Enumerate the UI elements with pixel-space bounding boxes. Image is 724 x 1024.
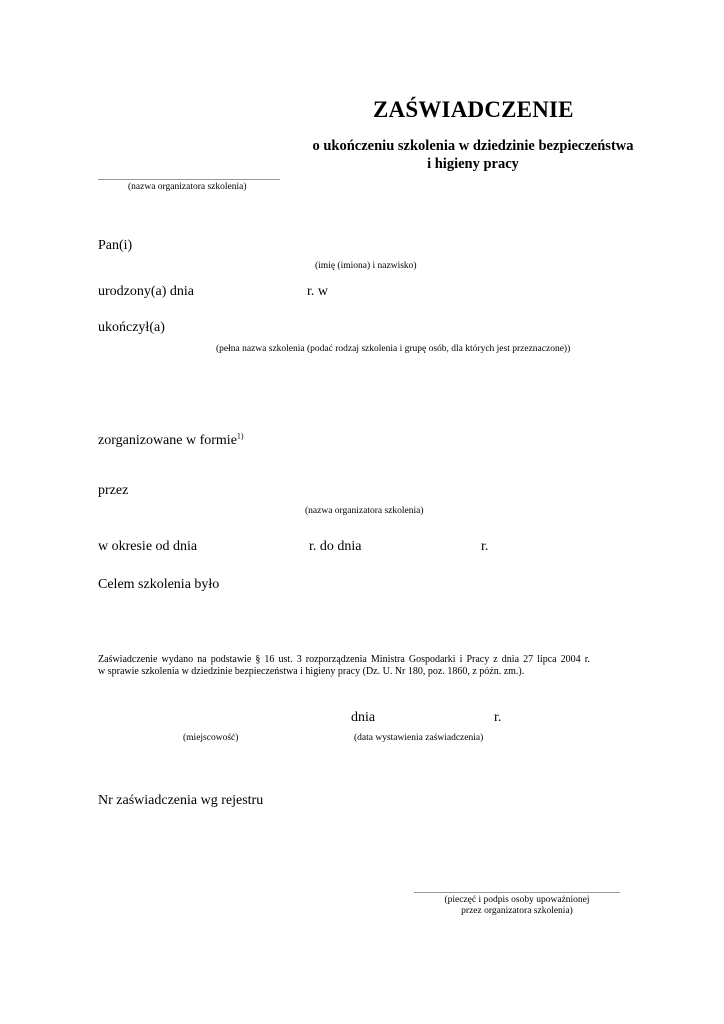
organizer-line-top (98, 179, 280, 180)
legal-line-1: Zaświadczenie wydano na podstawie § 16 ust. 3 rozporządzenia Ministra Gospodarki i Pracy z dnia 27 lipca 2004 r. (98, 654, 590, 665)
training-name-caption: (pełna nazwa szkolenia (podać rodzaj szkolenia i grupę osób, dla których jest przeznaczone)) (216, 344, 571, 354)
organizer-caption-top: (nazwa organizatora szkolenia) (128, 182, 247, 192)
organizer-caption-mid: (nazwa organizatora szkolenia) (305, 506, 424, 516)
legal-line-2: w sprawie szkolenia w dziedzinie bezpieczeństwa i higieny pracy (Dz. U. Nr 180, poz. 1860, z późn. zm.). (98, 666, 525, 677)
legal-basis-note (98, 654, 590, 678)
document-title: ZAŚWIADCZENIE (373, 97, 574, 122)
period-from-label: w okresie od dnia (98, 539, 198, 554)
form-label (98, 433, 244, 449)
signature-caption-line-2: przez organizatora szkolenia) (461, 906, 573, 916)
name-caption: (imię (imiona) i nazwisko) (315, 261, 417, 271)
born-place-label: r. w (307, 284, 328, 299)
by-label: przez (98, 483, 129, 498)
period-to-label: r. do dnia (309, 539, 362, 554)
goal-label: Celem szkolenia było (98, 577, 220, 592)
place-caption: (miejscowość) (183, 733, 239, 743)
issue-year-label: r. (494, 710, 502, 725)
issue-day-label: dnia (351, 710, 376, 725)
born-label: urodzony(a) dnia (98, 284, 195, 299)
pan-label: Pan(i) (98, 238, 133, 253)
form-label-text: zorganizowane w formie (98, 433, 237, 448)
document-subtitle (300, 137, 646, 173)
subtitle-line-1: o ukończeniu szkolenia w dziedzinie bezpieczeństwa (312, 138, 634, 154)
completed-label: ukończył(a) (98, 320, 165, 335)
subtitle-line-2: i higieny pracy (427, 156, 519, 172)
period-end-label: r. (481, 539, 489, 554)
signature-caption-line-1: (pieczęć i podpis osoby upoważnionej (444, 895, 590, 905)
signature-line (414, 892, 620, 893)
register-number-label: Nr zaświadczenia wg rejestru (98, 793, 264, 808)
form-footnote-marker: 1) (236, 431, 244, 441)
issue-date-caption: (data wystawienia zaświadczenia) (354, 733, 484, 743)
signature-caption (414, 895, 620, 917)
